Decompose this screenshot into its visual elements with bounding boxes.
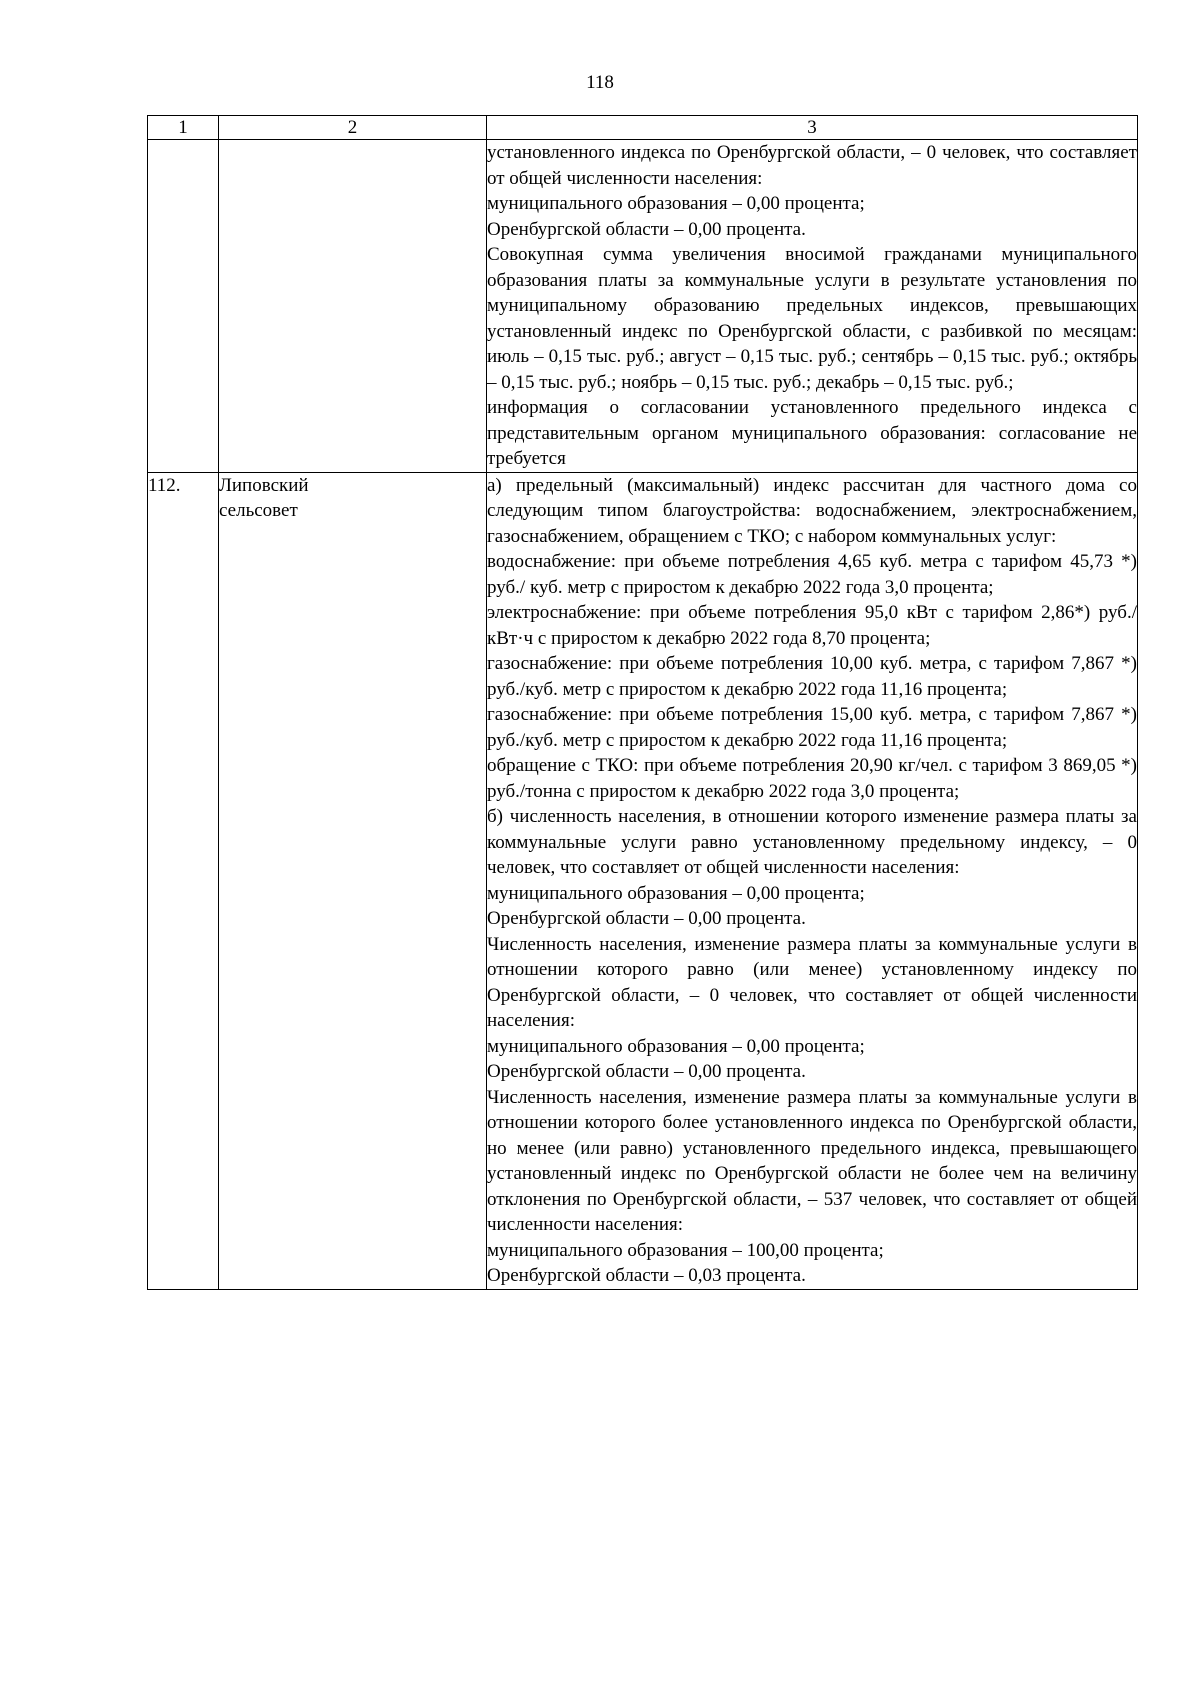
description-cell [487,140,1138,473]
description-paragraph: Совокупная сумма увеличения вносимой гражданами муниципального образования платы за коммунальные услуги в результате установления по муниципальному образованию предельных индексов, превышающих установленный индекс по Оренбургской области, с разбивкой по месяцам: июль – 0,15 тыс. руб.; август – 0,15 тыс. руб.; сентябрь – 0,15 тыс. руб.; октябрь – 0,15 тыс. руб.; ноябрь – 0,15 тыс. руб.; декабрь – 0,15 тыс. руб.; [487,244,1137,393]
description-paragraph: Численность населения, изменение размера платы за коммунальные услуги в отношении которого более установленного индекса по Оренбургской области, но менее (или равно) установленного предельного индекса, превышающего установленный индекс по Оренбургской области не более чем на величину отклонения по Оренбургской области, – 537 человек, что составляет от общей численности населения: [487,1086,1137,1235]
column-header-number: 1 [148,116,219,140]
description-paragraph: муниципального образования – 100,00 процента; [487,1239,884,1261]
column-header-name: 2 [219,116,487,140]
page-number: 118 [586,72,614,93]
table-header-row [148,116,1138,140]
description-paragraph: а) предельный (максимальный) индекс рассчитан для частного дома со следующим типом благоустройства: водоснабжением, электроснабжением, газоснабжением, обращением с ТКО; с набором коммунальных услуг: [487,474,1137,547]
description-paragraph: муниципального образования – 0,00 процента; [487,1035,865,1057]
table-body [148,116,1138,1290]
description-paragraph: водоснабжение: при объеме потребления 4,65 куб. метра с тарифом 45,73 *) руб./ куб. метр с приростом к декабрю 2022 года 3,0 процента; [487,551,1137,598]
description-paragraph: Оренбургской области – 0,03 процента. [487,1265,806,1286]
description-paragraph: б) численность населения, в отношении которого изменение размера платы за коммунальные услуги равно установленному предельному индексу, – 0 человек, что составляет от общей численности населения: [487,806,1137,878]
municipality-name-line: Липовский [219,474,309,496]
municipality-name-cell [219,140,487,473]
description-paragraph: электроснабжение: при объеме потребления 95,0 кВт с тарифом 2,86*) руб./кВт·ч с приростом к декабрю 2022 года 8,70 процента; [487,602,1137,649]
description-paragraph: установленного индекса по Оренбургской области, – 0 человек, что составляет от общей численности населения: [487,142,1137,189]
description-paragraph: муниципального образования – 0,00 процента; [487,193,865,214]
description-paragraph: муниципального образования – 0,00 процента; [487,882,865,904]
description-paragraph: Оренбургской области – 0,00 процента. [487,218,806,240]
document-table [147,115,1138,1290]
description-paragraph: газоснабжение: при объеме потребления 15,00 куб. метра, с тарифом 7,867 *) руб./куб. метр с приростом к декабрю 2022 года 11,16 процента; [487,704,1137,751]
description-paragraph: Численность населения, изменение размера платы за коммунальные услуги в отношении которого равно (или менее) установленному индексу по Оренбургской области, – 0 человек, что составляет от общей численности населения: [487,933,1137,1031]
description-paragraph: информация о согласовании установленного предельного индекса с представительным органом муниципального образования: согласование не требуется [487,397,1137,469]
description-paragraph: Оренбургской области – 0,00 процента. [487,908,806,929]
description-paragraph: обращение с ТКО: при объеме потребления 20,90 кг/чел. с тарифом 3 869,05 *) руб./тонна с приростом к декабрю 2022 года 3,0 процента; [487,755,1137,802]
description-paragraph: газоснабжение: при объеме потребления 10,00 куб. метра, с тарифом 7,867 *) руб./куб. метр с приростом к декабрю 2022 года 11,16 процента; [487,653,1137,700]
description-paragraph: Оренбургской области – 0,00 процента. [487,1061,806,1082]
table-row [148,472,1138,1289]
column-header-content: 3 [487,116,1138,140]
description-cell [487,472,1138,1289]
municipality-name-line: сельсовет [219,500,298,521]
municipality-name-cell [219,472,487,1289]
row-number: 112. [148,472,219,1289]
row-number [148,140,219,473]
table-row [148,140,1138,473]
